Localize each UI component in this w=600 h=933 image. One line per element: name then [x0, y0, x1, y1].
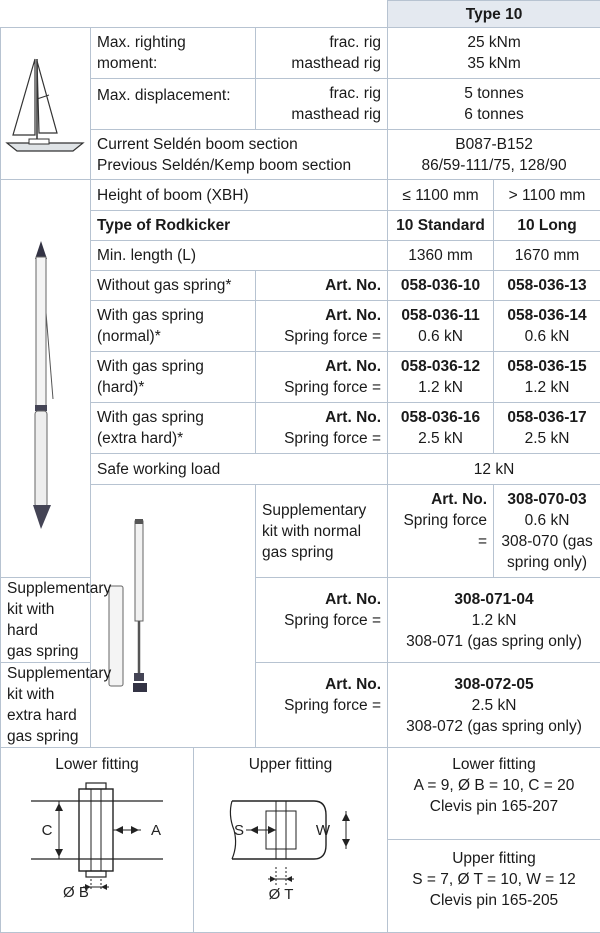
- without-gas-label: Without gas spring*: [91, 271, 256, 301]
- displacement-values: 5 tonnes 6 tonnes: [388, 79, 600, 130]
- supp-hard-label: Supplementary kit with hard gas spring: [1, 578, 91, 663]
- gas-spring-kit-icon: [91, 501, 179, 731]
- supp-normal-label: Supplementary kit with normal gas spring: [256, 485, 388, 578]
- supp-hard-keys: Art. No. Spring force =: [256, 578, 388, 663]
- sailboat-icon: [1, 29, 89, 179]
- boom-height-col2: > 1100 mm: [494, 180, 600, 211]
- boom-height-col1: ≤ 1100 mm: [388, 180, 494, 211]
- normal-gas-label: With gas spring (normal)*: [91, 301, 256, 352]
- min-length-col2: 1670 mm: [494, 241, 600, 271]
- displacement-label: Max. displacement:: [91, 79, 256, 130]
- min-length-col1: 1360 mm: [388, 241, 494, 271]
- rodkicker-type-col1: 10 Standard: [388, 211, 494, 241]
- hard-gas-label: With gas spring (hard)*: [91, 352, 256, 403]
- extra-hard-gas-label: With gas spring (extra hard)*: [91, 403, 256, 454]
- dim-s: S: [234, 822, 244, 839]
- lower-fitting-title: Lower fitting: [1, 754, 193, 775]
- rodkicker-icon: [1, 229, 89, 529]
- without-gas-key: Art. No.: [256, 271, 388, 301]
- swl-value: 12 kN: [388, 454, 600, 485]
- righting-values: 25 kNm 35 kNm: [388, 28, 600, 79]
- extra-hard-gas-col2: 058-036-17 2.5 kN: [494, 403, 600, 454]
- extra-hard-gas-keys: Art. No. Spring force =: [256, 403, 388, 454]
- normal-gas-keys: Art. No. Spring force =: [256, 301, 388, 352]
- lower-fitting-spec: Lower fitting A = 9, Ø B = 10, C = 20 Clevis pin 165-207: [388, 748, 600, 840]
- hard-gas-col2: 058-036-15 1.2 kN: [494, 352, 600, 403]
- supp-normal-values: 308-070-03 0.6 kN 308-070 (gas spring only): [494, 485, 600, 578]
- without-gas-col2: 058-036-13: [494, 271, 600, 301]
- type-header: Type 10: [388, 1, 600, 28]
- supp-extra-hard-keys: Art. No. Spring force =: [256, 663, 388, 748]
- dim-w: W: [316, 822, 331, 839]
- displacement-conditions: frac. rig masthead rig: [256, 79, 388, 130]
- upper-fitting-cell: [194, 748, 388, 933]
- normal-gas-col1: 058-036-11 0.6 kN: [388, 301, 494, 352]
- supp-normal-keys: Art. No. Spring force =: [388, 485, 494, 578]
- dim-c: C: [42, 822, 53, 839]
- upper-fitting-diagram: [194, 775, 388, 905]
- boom-section-label: Current Seldén boom section Previous Seldén/Kemp boom section: [91, 130, 388, 180]
- hard-gas-keys: Art. No. Spring force =: [256, 352, 388, 403]
- rodkicker-type-col2: 10 Long: [494, 211, 600, 241]
- boom-section-values: B087-B152 86/59-111/75, 128/90: [388, 130, 600, 180]
- sailboat-illustration: [1, 28, 91, 180]
- upper-fitting-spec: Upper fitting S = 7, Ø T = 10, W = 12 Clevis pin 165-205: [388, 840, 600, 933]
- header-blank: [1, 1, 388, 28]
- righting-conditions: frac. rig masthead rig: [256, 28, 388, 79]
- righting-label: Max. righting moment:: [91, 28, 256, 79]
- normal-gas-col2: 058-036-14 0.6 kN: [494, 301, 600, 352]
- without-gas-col1: 058-036-10: [388, 271, 494, 301]
- gas-spring-kit-illustration: [91, 485, 256, 748]
- dim-a: A: [151, 822, 161, 839]
- supp-hard-values: 308-071-04 1.2 kN 308-071 (gas spring only): [388, 578, 600, 663]
- rodkicker-illustration: [1, 180, 91, 578]
- lower-fitting-cell: [1, 748, 194, 933]
- upper-fitting-title: Upper fitting: [194, 754, 387, 775]
- lower-fitting-diagram: [1, 775, 194, 905]
- dim-b: Ø B: [63, 884, 89, 901]
- supp-extra-hard-values: 308-072-05 2.5 kN 308-072 (gas spring only): [388, 663, 600, 748]
- extra-hard-gas-col1: 058-036-16 2.5 kN: [388, 403, 494, 454]
- swl-label: Safe working load: [91, 454, 388, 485]
- min-length-label: Min. length (L): [91, 241, 388, 271]
- dim-t: Ø T: [269, 886, 294, 903]
- fittings-table: [0, 747, 600, 933]
- boom-height-label: Height of boom (XBH): [91, 180, 388, 211]
- hard-gas-col1: 058-036-12 1.2 kN: [388, 352, 494, 403]
- rodkicker-type-label: Type of Rodkicker: [91, 211, 388, 241]
- supp-extra-hard-label: Supplementary kit with extra hard gas spring: [1, 663, 91, 748]
